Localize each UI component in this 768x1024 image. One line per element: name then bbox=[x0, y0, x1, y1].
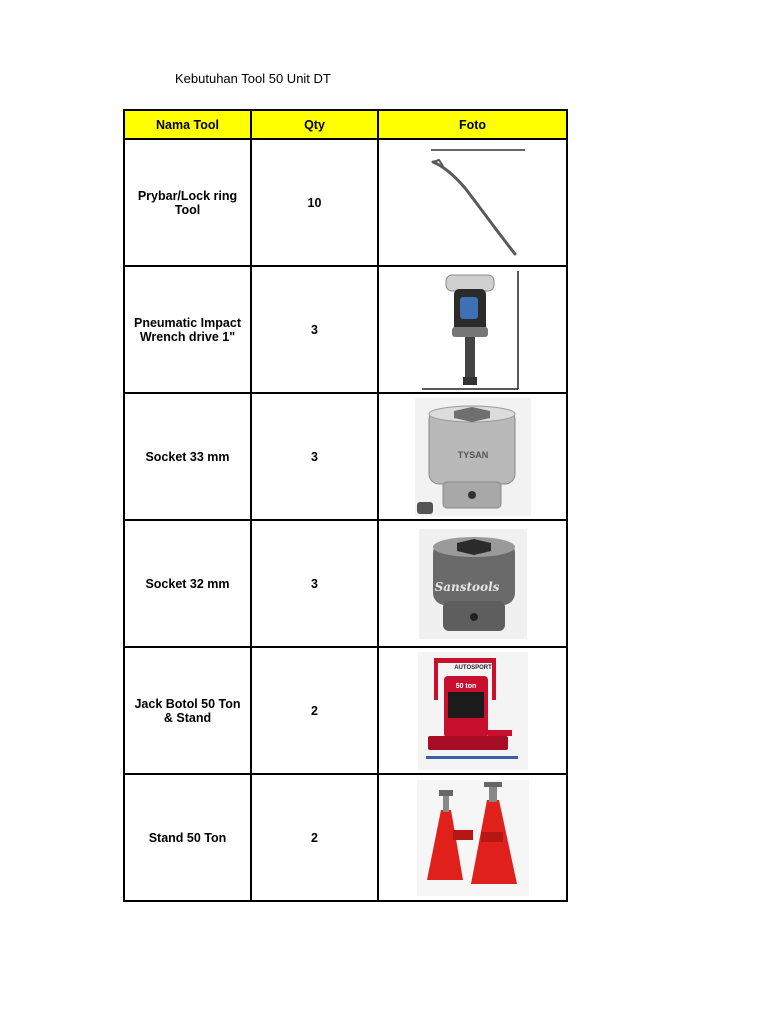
tool-qty: 10 bbox=[251, 139, 378, 266]
tool-name: Pneumatic Impact Wrench drive 1" bbox=[124, 266, 251, 393]
tool-qty: 3 bbox=[251, 266, 378, 393]
tool-qty: 3 bbox=[251, 520, 378, 647]
table-row bbox=[124, 774, 567, 901]
jack-capacity: 50 ton bbox=[455, 682, 476, 690]
tool-qty: 2 bbox=[251, 774, 378, 901]
header-foto: Foto bbox=[378, 110, 567, 139]
tool-name: Stand 50 Ton bbox=[124, 774, 251, 901]
tool-name: Prybar/Lock ring Tool bbox=[124, 139, 251, 266]
header-qty: Qty bbox=[251, 110, 378, 139]
jack-brand: AUTOSPORT bbox=[453, 664, 492, 671]
table-row bbox=[124, 393, 567, 520]
bottle-jack-photo bbox=[418, 652, 528, 770]
prybar-photo bbox=[413, 144, 533, 262]
tool-photo-cell bbox=[378, 266, 567, 393]
socket-32-brand: Sanstools bbox=[434, 579, 499, 594]
table-row bbox=[124, 647, 567, 774]
tool-qty: 2 bbox=[251, 647, 378, 774]
table-row bbox=[124, 139, 567, 266]
tool-photo-cell bbox=[378, 774, 567, 901]
tool-photo-cell bbox=[378, 647, 567, 774]
impact-wrench-photo bbox=[418, 269, 528, 391]
tool-photo-cell bbox=[378, 393, 567, 520]
table-row bbox=[124, 266, 567, 393]
tool-name: Jack Botol 50 Ton & Stand bbox=[124, 647, 251, 774]
tools-table bbox=[123, 109, 568, 902]
jack-stand-photo bbox=[417, 780, 529, 896]
tool-name: Socket 32 mm bbox=[124, 520, 251, 647]
socket-33-photo bbox=[415, 398, 531, 516]
header-nama-tool: Nama Tool bbox=[124, 110, 251, 139]
table-row bbox=[124, 520, 567, 647]
socket-32-photo bbox=[419, 529, 527, 639]
tool-photo-cell bbox=[378, 139, 567, 266]
header-row bbox=[124, 110, 567, 139]
document-title: Kebutuhan Tool 50 Unit DT bbox=[175, 71, 331, 86]
tool-name: Socket 33 mm bbox=[124, 393, 251, 520]
tool-qty: 3 bbox=[251, 393, 378, 520]
tool-photo-cell bbox=[378, 520, 567, 647]
socket-33-brand: TYSAN bbox=[457, 449, 488, 460]
